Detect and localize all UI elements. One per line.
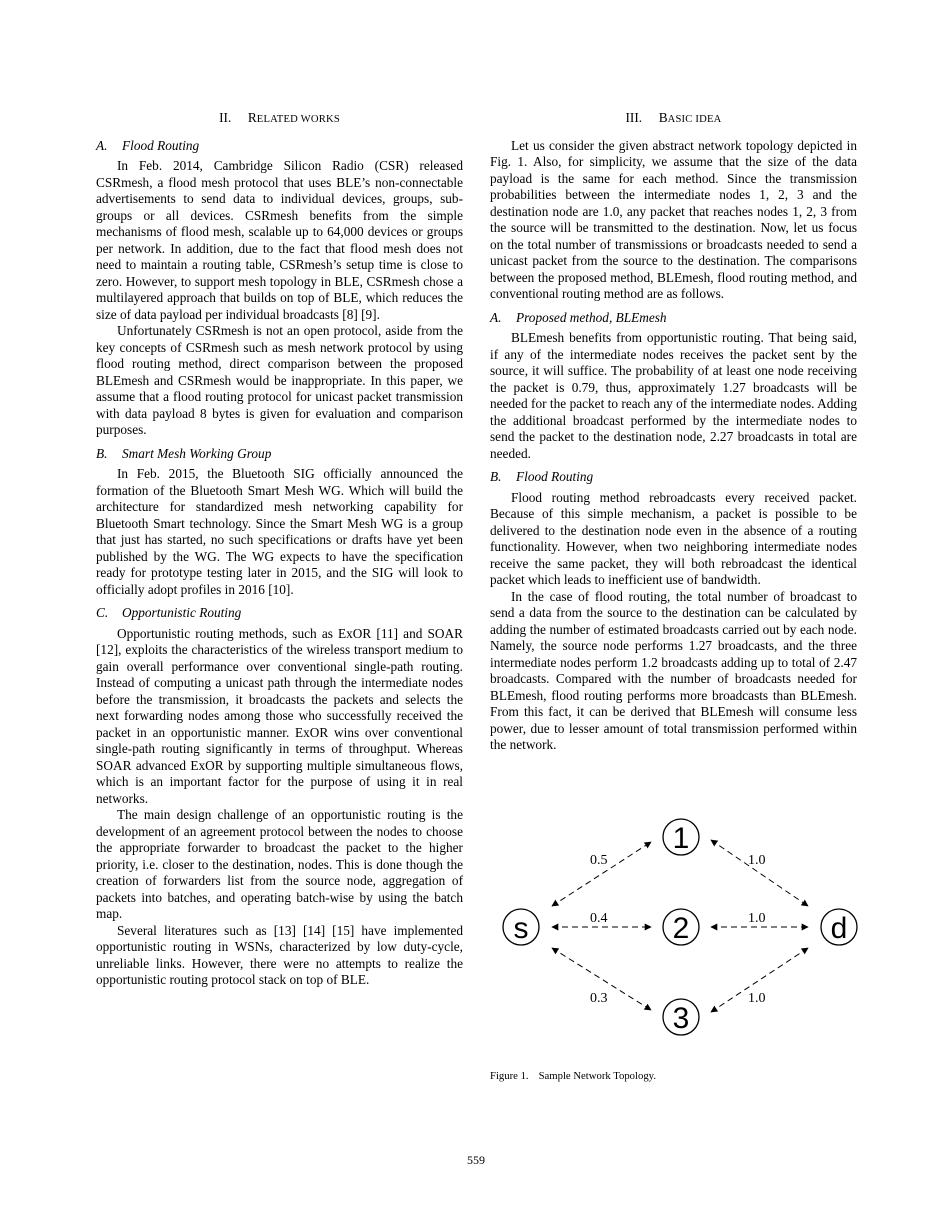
node-3-label: 3: [672, 1002, 690, 1035]
edge-label-3-d: 1.0: [748, 991, 766, 1006]
paragraph: Flood routing method rebroadcasts every received packet. Because of this simple mechanism, a packet is possible to be delivered to the destination node even in the absence of a routing functionality. However, when two neighboring intermediate nodes receive the same packet, they will both rebroadcast the identical packet which leads to inefficient use of bandwidth.: [490, 489, 857, 587]
paragraph: Unfortunately CSRmesh is not an open protocol, aside from the key concepts of CSRmesh such as mesh network protocol by using flood routing method, direct comparison between the proposed BLEmesh and CSRmesh would be inappropriate. In this paper, we assume that a flood routing protocol for unicast packet transmission with data payload 8 bytes is given for evaluation and comparison purposes.: [96, 323, 463, 437]
node-1-label: 1: [672, 822, 690, 855]
edge-1-d: [711, 840, 808, 906]
edge-label-s-2: 0.4: [590, 911, 608, 926]
subsection-heading-smart-mesh: B. Smart Mesh Working Group: [96, 445, 272, 461]
figure-caption: [490, 1070, 656, 1082]
subsection-heading-opportunistic-routing: C. Opportunistic Routing: [96, 605, 242, 620]
edge-label-s-1: 0.5: [590, 853, 608, 868]
node-d-label: d: [830, 912, 848, 945]
edge-label-1-d: 1.0: [748, 853, 766, 868]
node-s-label: s: [513, 912, 529, 945]
paragraph: In Feb. 2015, the Bluetooth SIG officially announced the formation of the Bluetooth Smart Mesh WG. Which will build the architecture for standardized mesh networking capability for Bluetooth Smart technology. Since the Smart Mesh WG is a group that just has started, no such specifications or drafts have yet been published by the WG. The WG expects to have the specification ready for prototype testing later in 2015, and the SIG will look to officially adopt profiles in 2016 [10].: [96, 466, 463, 597]
right-column: [490, 110, 857, 754]
paragraph: Let us consider the given abstract network topology depicted in Fig. 1. Also, for simplicity, we assume that the size of the data payload is the same for each method. Since the transmission probabilities between the intermediate nodes 1, 2, 3 and the destination node are 1.0, any packet that reaches nodes 1, 2, 3 from the source will be transmitted to the destination. Now, let us focus on the total number of transmissions or broadcasts needed to send a unicast packet from the source to the destination. The comparisons between the proposed method, BLEmesh, flood routing method, and conventional routing method are as follows.: [490, 137, 857, 301]
paragraph: The main design challenge of an opportunistic routing is the development of an agreement protocol between the nodes to choose the appropriate forwarder to broadcast the packet to the higher priority, i.e. closer to the destination, nodes. This is done though the creation of forwarders list from the source node, aggregation of packets into batches, and operating batch-wise by using the batch map.: [96, 807, 463, 921]
section-title-basic-idea: III. BASIC IDEA: [625, 110, 722, 125]
node-2-label: 2: [672, 912, 690, 945]
paragraph: BLEmesh benefits from opportunistic routing. That being said, if any of the intermediate nodes receives the packet sent by the source, it will suffice. The probability of at least one node receiving the packet is 0.79, thus, approximately 1.27 broadcasts will be needed for the packet to reach any of the intermediate nodes. Adding the additional broadcast performed by the intermediate nodes to send the packet to the destination node, 2.27 broadcasts in total are needed.: [490, 330, 857, 461]
edge-label-s-3: 0.3: [590, 991, 608, 1006]
edge-s-1: [552, 842, 651, 906]
subsection-heading-flood-routing-b: B. Flood Routing: [490, 469, 594, 484]
paragraph: Opportunistic routing methods, such as ExOR [11] and SOAR [12], exploits the characteristics of the wireless transport medium to gain overall performance over conventional single-path routing. Instead of computing a unicast path through the intermediate nodes before the transmission, it broadcasts the packets and selects the next forwarding nodes among those who successfully received the packet in an opportunistic manner. ExOR wins over conventional single-path routing significantly in terms of throughput. Whereas SOAR advanced ExOR by supporting multiple simultaneous flows, which is an important factor for the purpose of using it in real networks.: [96, 625, 463, 806]
network-topology-diagram: [490, 810, 870, 1050]
section-title-related-works: II. RELATED WORKS: [219, 110, 340, 125]
page-number: 559: [467, 1153, 485, 1167]
paragraph: Several literatures such as [13] [14] [15] have implemented opportunistic routing in WSNs, characterized by low duty-cycle, unreliable links. However, there were no attempts to realize the opportunistic routing protocol stack on top of BLE.: [96, 922, 463, 987]
figure-caption-text: Sample Network Topology.: [538, 1070, 656, 1082]
subsection-heading-flood-routing: A. Flood Routing: [96, 137, 200, 153]
figure-caption-label: Figure 1.: [490, 1070, 529, 1082]
paragraph: In the case of flood routing, the total number of broadcast to send a data from the source to the destination can be calculated by adding the number of estimated broadcasts carried out by each node. Namely, the source node performs 1.27 broadcasts, and the three intermediate nodes perform 1.2 broadcasts adding up to total of 2.47 broadcasts. Compared with the number of broadcasts needed for BLEmesh, flood routing performs more broadcasts than BLEmesh. From this fact, it can be derived that BLEmesh will consume less power, due to lesser amount of total transmission performed within the network.: [490, 588, 857, 752]
paragraph: In Feb. 2014, Cambridge Silicon Radio (CSR) released CSRmesh, a flood mesh protocol that uses BLE’s non-connectable advertisements to send data to individual devices, groups, sub-groups or all devices. CSRmesh benefits from the simple mechanisms of flood mesh, scalable up to 64,000 devices or groups per network. In addition, due to the fact that flood mesh does not need to maintain a routing table, CSRmesh’s setup time is close to zero. However, to support mesh topology in BLE, CSRmesh chose a multilayered approach that builds on top of BLE, which reduces the size of data payload per individual broadcasts [8] [9].: [96, 158, 463, 322]
subsection-heading-blemesh: A. Proposed method, BLEmesh: [490, 309, 667, 325]
left-column: [96, 110, 463, 989]
edge-label-2-d: 1.0: [748, 911, 766, 926]
